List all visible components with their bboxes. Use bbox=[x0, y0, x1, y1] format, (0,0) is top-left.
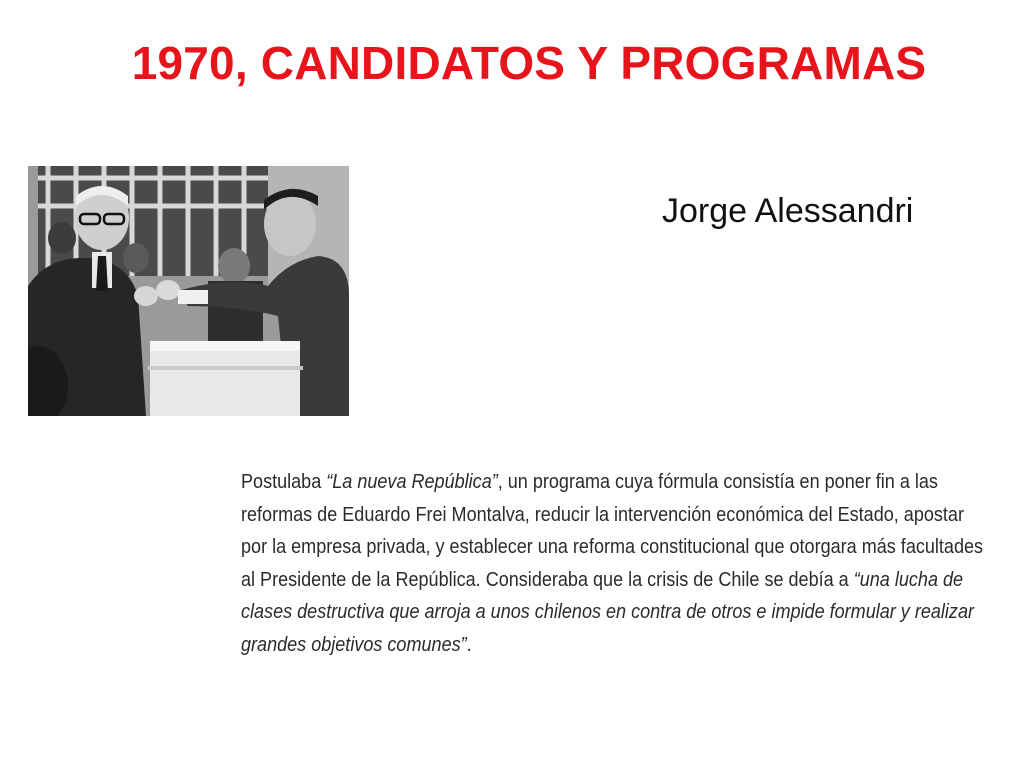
program-quote-1: “La nueva República” bbox=[326, 470, 498, 493]
candidate-photo bbox=[28, 166, 349, 416]
candidate-name: Jorge Alessandri bbox=[662, 192, 914, 230]
program-description bbox=[241, 466, 987, 662]
photo-illustration bbox=[28, 166, 349, 416]
slide-title: 1970, CANDIDATOS Y PROGRAMAS bbox=[131, 37, 927, 89]
program-text-part-3: . bbox=[466, 632, 472, 656]
program-quote-2: “una lucha de clases destructiva que arroja a unos chilenos en contra de otros e impide formular y realizar grandes objetivos comunes” bbox=[241, 567, 974, 656]
program-text-part-1: Postulaba bbox=[241, 470, 327, 493]
program-text-part-2: , un programa cuya fórmula consistía en poner fin a las reformas de Eduardo Frei Montalva, reducir la intervención económica del Estado, apostar por la empresa privada, y establecer una reforma constitucional que otorgara más facultades al Presidente de la República. Consideraba que la crisis de Chile se debía a bbox=[241, 470, 984, 591]
